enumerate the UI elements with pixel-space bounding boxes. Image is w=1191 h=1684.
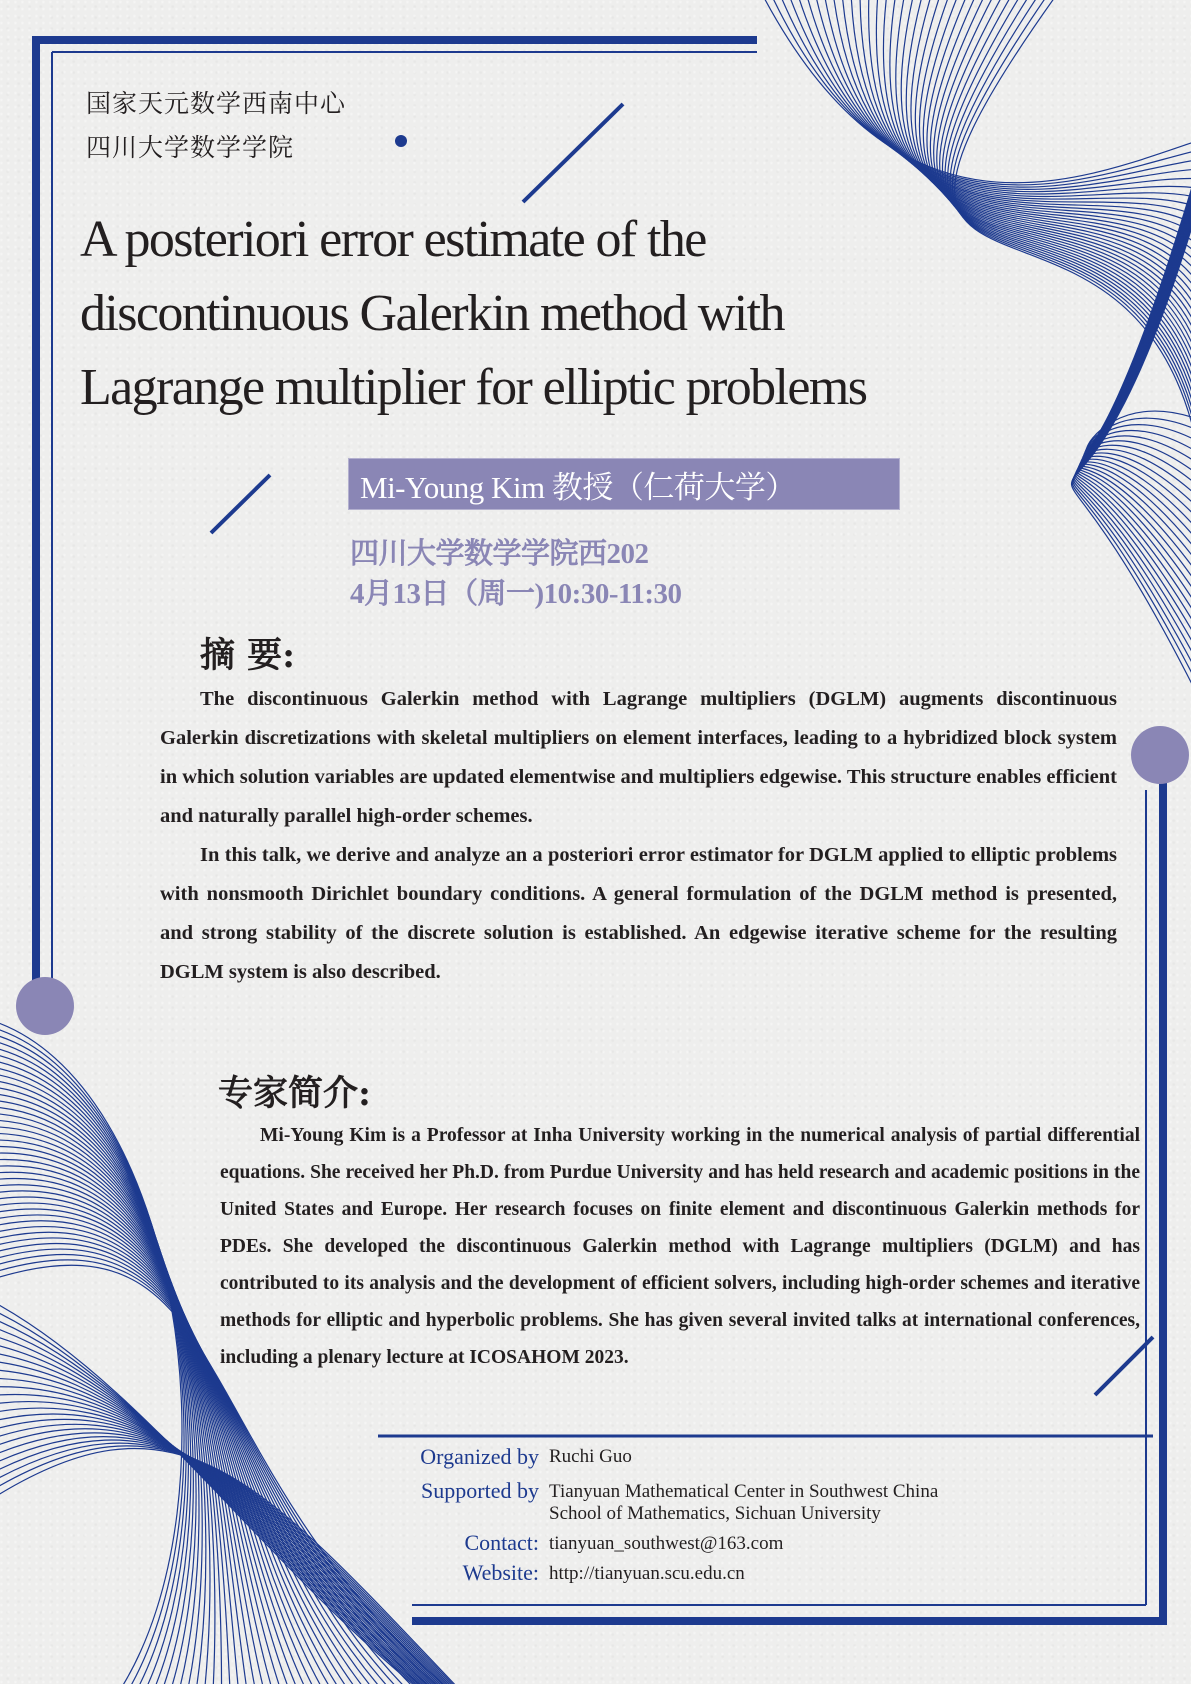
- venue-time: 4月13日（周一)10:30-11:30: [350, 578, 682, 610]
- title-line-3: Lagrange multiplier for elliptic problems: [80, 359, 867, 416]
- curve-line: [883, 0, 1191, 276]
- contact-value[interactable]: tianyuan_southwest@163.com: [549, 1533, 784, 1554]
- bio-body: [220, 1117, 1140, 1376]
- supported-value-1: Tianyuan Mathematical Center in Southwest China: [549, 1481, 939, 1502]
- org-line-2: 四川大学数学学院: [86, 133, 295, 162]
- supported-label: Supported by: [421, 1478, 539, 1503]
- title-line-2: discontinuous Galerkin method with: [80, 285, 784, 342]
- abstract-paragraph-1: The discontinuous Galerkin method with Lagrange multipliers (DGLM) augments discontinuous Galerkin discretizations with skeletal multipliers on element interfaces, leading to a hybridized block system in which solution variables are updated elementwise and multipliers edgewise. This structure enables efficient and naturally parallel high-order schemes.: [160, 688, 1117, 827]
- curve-line: [940, 0, 1191, 402]
- curve-line: [805, 0, 1191, 194]
- curve-line: [860, 0, 1191, 247]
- venue-location: 四川大学数学学院西202: [350, 538, 649, 570]
- org-line-1: 国家天元数学西南中心: [86, 89, 347, 118]
- curve-line: [1087, 162, 1191, 449]
- curve-bundle-top-right: [760, 0, 1191, 700]
- website-label: Website:: [462, 1560, 539, 1585]
- bio-heading: 专家简介:: [218, 1073, 371, 1114]
- abstract-heading: 摘 要:: [200, 635, 296, 676]
- organized-value: Ruchi Guo: [549, 1446, 632, 1467]
- circle-left: [16, 977, 74, 1035]
- contact-label: Contact:: [464, 1530, 539, 1555]
- website-value[interactable]: http://tianyuan.scu.edu.cn: [549, 1563, 745, 1584]
- circle-right: [1131, 726, 1189, 784]
- dot-small: [395, 135, 407, 147]
- supported-value-2: School of Mathematics, Sichuan University: [549, 1503, 881, 1524]
- abstract-paragraph-2: In this talk, we derive and analyze an a posteriori error estimator for DGLM applied to elliptic problems with nonsmooth Dirichlet boundary conditions. A general formulation of the DGLM method is presented, and strong stability of the discrete solution is established. An edgewise iterative scheme for the resulting DGLM system is also described.: [160, 844, 1117, 983]
- curve-line: [915, 0, 1191, 334]
- abstract-body: [160, 680, 1117, 992]
- curve-line: [815, 0, 1191, 198]
- bio-paragraph: Mi-Young Kim is a Professor at Inha University working in the numerical analysis of partial differential equations. She received her Ph.D. from Purdue University and has held research and academic positions in the United States and Europe. Her research focuses on finite element and discontinuous Galerkin methods for PDEs. She developed the discontinuous Galerkin method with Lagrange multipliers (DGLM) and has contributed to its analysis and the development of efficient solvers, including high-order schemes and iterative methods for elliptic and hyperbolic problems. She has given several invited talks at international conferences, including a plenary lecture at ICOSAHOM 2023.: [220, 1125, 1140, 1368]
- title-line-1: A posteriori error estimate of the: [80, 211, 706, 268]
- accent-stroke-1: [523, 104, 623, 202]
- organized-label: Organized by: [420, 1444, 539, 1469]
- accent-stroke-2: [211, 475, 270, 533]
- speaker-name: Mi-Young Kim 教授（仁荷大学）: [360, 470, 796, 505]
